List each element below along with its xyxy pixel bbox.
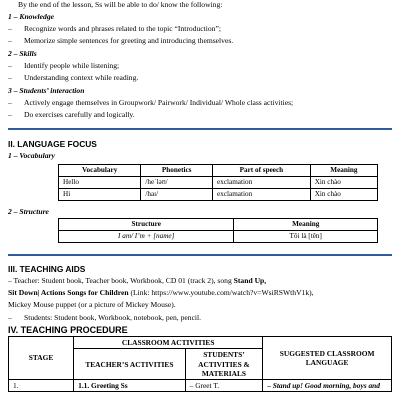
table-header-row bbox=[59, 219, 378, 231]
table-cell: Xin chào bbox=[310, 189, 377, 201]
section-divider bbox=[8, 254, 392, 256]
interaction-title: 3 – Students’ interaction bbox=[8, 86, 85, 95]
table-row bbox=[59, 177, 378, 189]
table-header-students: STUDENTS’ ACTIVITIES & MATERIALS bbox=[185, 349, 263, 380]
skills-title: 2 – Skills bbox=[8, 49, 37, 58]
teacher-aids-text: – Teacher: Student book, Teacher book, Workbook, CD 01 (track 2), song bbox=[8, 276, 234, 285]
song-link-text: (Link: https://www.youtube.com/watch?v=WsiRSWthV1k), bbox=[128, 288, 314, 297]
structure-title: 2 – Structure bbox=[8, 207, 49, 216]
table-cell: /haɪ/ bbox=[141, 189, 213, 201]
table-cell: I am/ I’m + [name] bbox=[59, 231, 234, 243]
table-cell: 1. bbox=[9, 380, 74, 392]
table-row bbox=[59, 189, 378, 201]
table-header-teacher: TEACHER’S ACTIVITIES bbox=[74, 349, 186, 380]
table-cell: Hello bbox=[59, 177, 141, 189]
table-row bbox=[9, 380, 392, 392]
objectives-intro: By the end of the lesson, Ss will be able to do/ know the following: bbox=[18, 0, 223, 9]
table-cell: Tôi là [tên] bbox=[234, 231, 378, 243]
vocabulary-table bbox=[58, 164, 378, 201]
structure-table bbox=[58, 218, 378, 243]
table-header: Meaning bbox=[234, 219, 378, 231]
table-header-row bbox=[59, 165, 378, 177]
table-cell: /heˈləʊ/ bbox=[141, 177, 213, 189]
table-cell: Hi bbox=[59, 189, 141, 201]
teaching-aids-title: III. TEACHING AIDS bbox=[8, 264, 86, 274]
table-cell: exclamation bbox=[213, 189, 311, 201]
knowledge-item: – Recognize words and phrases related to the topic “Introduction”; bbox=[8, 24, 221, 33]
knowledge-title: 1 – Knowledge bbox=[8, 12, 54, 21]
table-header: Vocabulary bbox=[59, 165, 141, 177]
table-header: Meaning bbox=[310, 165, 377, 177]
section-divider bbox=[8, 128, 392, 130]
table-row bbox=[59, 231, 378, 243]
knowledge-item: – Memorize simple sentences for greeting and introducing themselves. bbox=[8, 36, 233, 45]
table-cell: exclamation bbox=[213, 177, 311, 189]
language-focus-title: II. LANGUAGE FOCUS bbox=[8, 139, 97, 149]
table-header: Part of speech bbox=[213, 165, 311, 177]
table-header: Phonetics bbox=[141, 165, 213, 177]
table-cell: – Greet T. bbox=[185, 380, 263, 392]
teacher-aids-line bbox=[8, 276, 266, 285]
table-header-row bbox=[9, 337, 392, 349]
table-header-classroom: CLASSROOM ACTIVITIES bbox=[74, 337, 263, 349]
table-header: Structure bbox=[59, 219, 234, 231]
procedure-table bbox=[8, 336, 392, 392]
skills-item: – Understanding context while reading. bbox=[8, 73, 138, 82]
teacher-aids-line bbox=[8, 288, 314, 297]
interaction-item: – Do exercises carefully and logically. bbox=[8, 110, 135, 119]
students-aids-line: – Students: Student book, Workbook, notebook, pen, pencil. bbox=[8, 313, 201, 322]
teaching-procedure-title: IV. TEACHING PROCEDURE bbox=[8, 325, 128, 335]
song-title: Sit Down| Actions Songs for Children bbox=[8, 288, 129, 297]
teacher-aids-line: Mickey Mouse puppet (or a picture of Mickey Mouse). bbox=[8, 300, 176, 309]
table-cell: 1.1. Greeting Ss bbox=[74, 380, 186, 392]
skills-item: – Identify people while listening; bbox=[8, 61, 119, 70]
table-header-stage: STAGE bbox=[9, 337, 74, 380]
song-title: Stand Up, bbox=[233, 276, 267, 285]
table-header-language: SUGGESTED CLASSROOM LANGUAGE bbox=[263, 337, 392, 380]
vocab-title: 1 – Vocabulary bbox=[8, 151, 55, 160]
table-cell: – Stand up! Good morning, boys and bbox=[263, 380, 392, 392]
interaction-item: – Actively engage themselves in Groupwork/ Pairwork/ Individual/ Whole class activities; bbox=[8, 98, 293, 107]
table-cell: Xin chào bbox=[310, 177, 377, 189]
